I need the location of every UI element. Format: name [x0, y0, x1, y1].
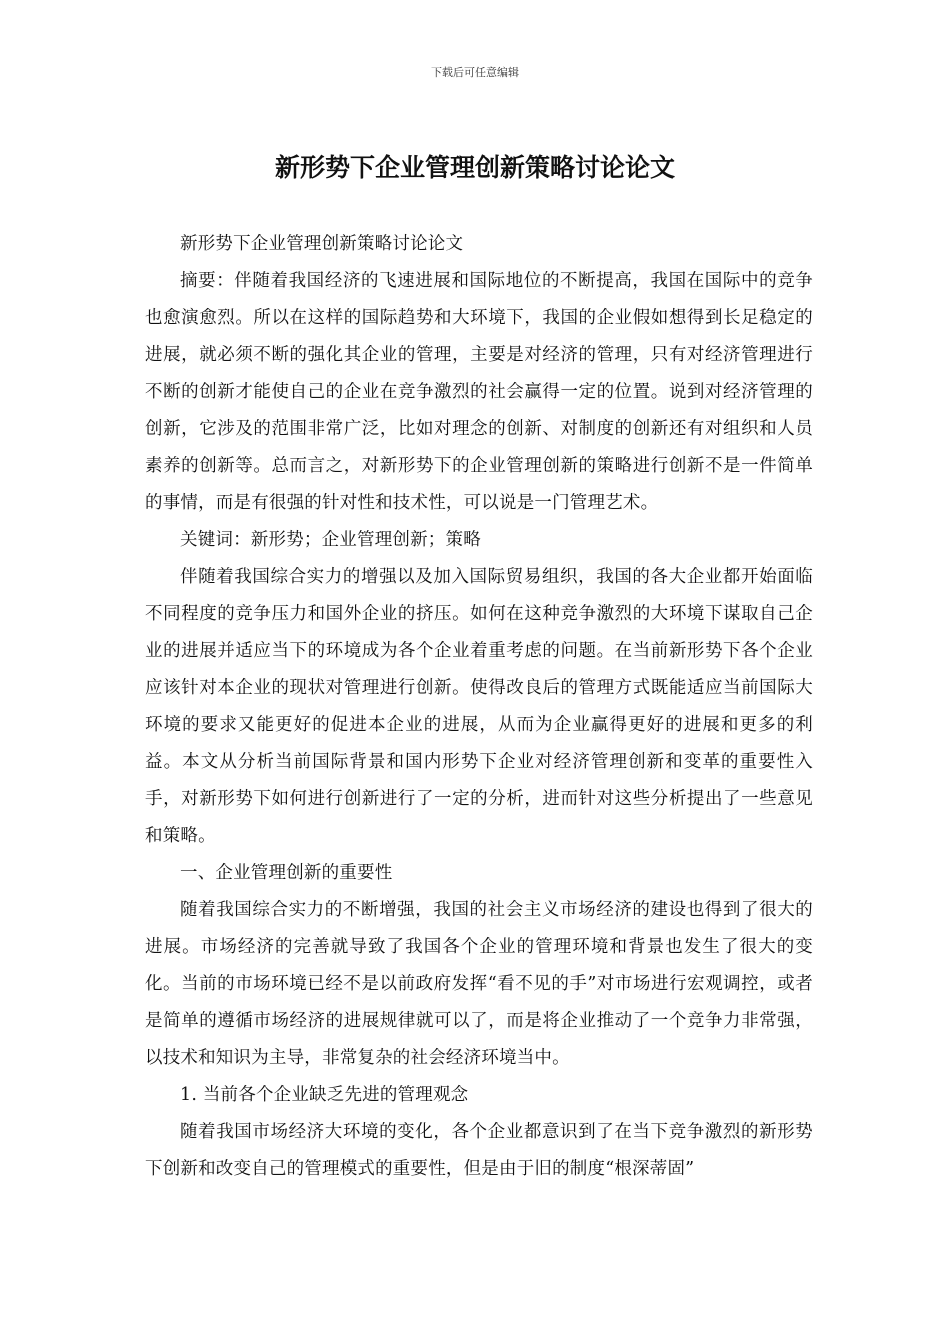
paragraph-subtitle: 新形势下企业管理创新策略讨论论文 — [180, 234, 464, 254]
paragraph-keywords: 关键词：新形势；企业管理创新；策略 — [180, 530, 481, 550]
paragraph-introduction: 伴随着我国综合实力的增强以及加入国际贸易组织，我国的各大企业都开始面临不同程度的竞争压力和国外企业的挤压。如何在这种竞争激烈的大环境下谋取自己企业的进展并适应当下的环境成为各个企业着重考虑的问题。在当前新形势下各个企业应该针对本企业的现状对管理进行创新。使得改良后的管理方式既能适应当前国际大环境的要求又能更好的促进本企业的进展，从而为企业赢得更好的进展和更多的利益。本文从分析当前国际背景和国内形势下企业对经济管理创新和变革的重要性入手，对新形势下如何进行创新进行了一定的分析，进而针对这些分析提出了一些意见和策略。 — [145, 567, 813, 846]
document-body — [145, 226, 813, 1188]
paragraph-subsection-1-1: 随着我国市场经济大环境的变化，各个企业都意识到了在当下竞争激烈的新形势下创新和改变自己的管理模式的重要性，但是由于旧的制度“根深蒂固” — [145, 1122, 813, 1179]
document-title: 新形势下企业管理创新策略讨论论文 — [274, 153, 675, 182]
header-note: 下载后可任意编辑 — [431, 66, 519, 79]
section-heading-1: 一、企业管理创新的重要性 — [180, 863, 393, 883]
paragraph-section-1: 随着我国综合实力的不断增强，我国的社会主义市场经济的建设也得到了很大的进展。市场经济的完善就导致了我国各个企业的管理环境和背景也发生了很大的变化。当前的市场环境已经不是以前政府发挥“看不见的手”对市场进行宏观调控，或者是简单的遵循市场经济的进展规律就可以了，而是将企业推动了一个竞争力非常强，以技术和知识为主导，非常复杂的社会经济环境当中。 — [145, 900, 813, 1068]
paragraph-abstract: 摘要：伴随着我国经济的飞速进展和国际地位的不断提高，我国在国际中的竞争也愈演愈烈。所以在这样的国际趋势和大环境下，我国的企业假如想得到长足稳定的进展，就必须不断的强化其企业的管理，主要是对经济的管理，只有对经济管理进行不断的创新才能使自己的企业在竞争激烈的社会赢得一定的位置。说到对经济管理的创新，它涉及的范围非常广泛，比如对理念的创新、对制度的创新还有对组织和人员素养的创新等。总而言之，对新形势下的企业管理创新的策略进行创新不是一件简单的事情，而是有很强的针对性和技术性，可以说是一门管理艺术。 — [145, 271, 813, 513]
subsection-heading-1-1: 1. 当前各个企业缺乏先进的管理观念 — [180, 1085, 469, 1105]
